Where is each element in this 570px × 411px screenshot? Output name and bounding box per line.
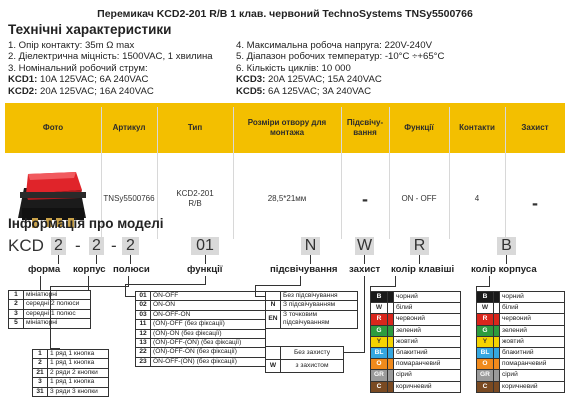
color-code: G <box>477 325 494 336</box>
table-row: 3 середні 1 полюс <box>9 309 91 318</box>
color-code: C <box>371 381 388 392</box>
color-name: помаранчевий <box>394 359 461 370</box>
connector <box>364 276 365 352</box>
connector <box>489 276 490 286</box>
table-row: W з захистом <box>266 360 344 373</box>
color-code: Y <box>477 336 494 347</box>
col-backlight: Підсвічу-вання <box>346 118 384 137</box>
color-code: GR <box>371 370 388 381</box>
backlight-table <box>265 291 358 329</box>
col-protection: Захист <box>521 123 549 132</box>
table-row: 3 1 ряд 1 кнопка <box>33 378 109 387</box>
code-part-backlight: N <box>301 237 320 255</box>
functions-table <box>135 291 266 367</box>
color-code: G <box>371 325 388 336</box>
color-code: O <box>371 359 388 370</box>
spec-item: 2. Діелектрична міцність: 1500VAC, 1 хвилина <box>8 51 213 63</box>
table-row: 2 середні 2 полюси <box>9 300 91 309</box>
color-name: зелений <box>394 325 461 336</box>
color-row <box>371 370 461 381</box>
color-code: B <box>477 292 494 303</box>
connector <box>96 255 97 264</box>
connector <box>476 286 490 287</box>
color-name: жовтий <box>394 336 461 347</box>
cell-functions: ON - OFF <box>401 194 437 203</box>
color-name: білий <box>394 303 461 314</box>
table-row: N З підсвічуванням <box>266 301 358 310</box>
cell-protection: - <box>532 193 538 213</box>
connector <box>506 255 507 264</box>
spec-kcd1: KCD1: 10A 125VAC; 6A 240VAC <box>8 74 149 86</box>
label-form: форма <box>28 264 61 275</box>
code-part-poles: 2 <box>122 237 139 255</box>
table-row: 2 1 ряд 1 кнопка <box>33 359 109 368</box>
code-part-body: 2 <box>89 237 104 255</box>
body-color-table <box>476 291 565 393</box>
color-code: BL <box>371 348 388 359</box>
table-row: 1 мініатюрні <box>9 291 91 300</box>
col-functions: Функції <box>404 123 434 132</box>
spec-item: 4. Максимальна робоча напруга: 220V-240V <box>236 40 432 51</box>
cell-backlight: - <box>362 189 368 209</box>
color-row <box>371 359 461 370</box>
label-body: корпус <box>73 264 106 275</box>
color-name: блакитний <box>500 348 565 359</box>
spec-item: 3. Номінальний робочий струм: <box>8 62 148 74</box>
color-row <box>477 348 565 359</box>
spec-kcd3: KCD3: 20A 125VAC; 15A 240VAC <box>236 74 382 86</box>
connector <box>88 276 89 290</box>
color-name: зелений <box>500 325 565 336</box>
color-name: чорний <box>394 292 461 303</box>
connector <box>40 276 41 290</box>
color-row <box>371 348 461 359</box>
code-part-key-color: R <box>410 237 429 255</box>
label-poles: полюси <box>113 264 150 275</box>
divider <box>389 107 390 239</box>
col-article: Артикул <box>112 123 146 132</box>
color-row <box>477 325 565 336</box>
spec-item: 5. Діапазон робочих температур: -10°C ÷+65°C <box>236 51 445 63</box>
specs-right <box>236 40 444 97</box>
divider <box>505 107 506 239</box>
code-dash: - <box>111 236 117 255</box>
color-row <box>477 370 565 381</box>
color-row <box>477 314 565 325</box>
color-name: блакитний <box>394 348 461 359</box>
code-part-functions: 01 <box>191 237 219 255</box>
code-part-body-color: B <box>497 237 516 255</box>
table-row: 01 ON-OFF <box>136 292 266 301</box>
table-row: 13 (ON)-OFF-(ON) (без фіксації) <box>136 339 266 348</box>
connector <box>125 284 126 296</box>
color-name: помаранчевий <box>500 359 565 370</box>
col-size: Розміри отвору для монтажа <box>247 118 327 137</box>
color-name: чорний <box>500 292 565 303</box>
table-row: 5 мініатюрні <box>9 319 91 328</box>
model-heading: Інформація про моделі <box>8 216 164 231</box>
connector <box>50 286 129 287</box>
connector <box>130 255 131 264</box>
table-row: 02 ON-ON <box>136 301 266 310</box>
table-row: EN З точковим підсвічуванням <box>266 310 358 328</box>
color-code: BL <box>477 348 494 359</box>
color-name: коричневий <box>500 381 565 392</box>
color-name: червоний <box>500 314 565 325</box>
cell-type: KCD2-201 R/B <box>176 189 214 208</box>
color-name: сірий <box>500 370 565 381</box>
specs-left <box>8 40 213 97</box>
color-name: жовтий <box>500 336 565 347</box>
table-row: 22 (ON)-OFF-ON (без фіксації) <box>136 348 266 357</box>
color-code: R <box>477 314 494 325</box>
specs-heading: Технічні характеристики <box>8 22 172 37</box>
connector <box>125 296 135 297</box>
label-protection: захист <box>349 264 381 275</box>
cell-size: 28,5*21мм <box>267 194 307 203</box>
connector <box>205 255 206 264</box>
color-code: R <box>371 314 388 325</box>
connector <box>419 255 420 264</box>
table-row: 31 3 ряди 3 кнопки <box>33 387 109 396</box>
connector <box>58 255 59 264</box>
code-part-protection: W <box>356 237 373 254</box>
divider <box>341 107 342 239</box>
spec-item: 1. Опір контакту: 35m Ω max <box>8 40 135 51</box>
page-title: Перемикач KCD2-201 R/B 1 клав. червоний TechnoSystems TNSy5500766 <box>97 8 473 20</box>
table-row: 21 2 ряди 2 кнопки <box>33 368 109 377</box>
connector <box>344 352 365 353</box>
model-prefix: KCD <box>8 236 44 255</box>
spec-kcd2: KCD2: 20A 125VAC; 16A 240VAC <box>8 85 154 97</box>
label-body-color: колір корпуса <box>471 264 537 275</box>
color-row <box>477 292 565 303</box>
col-contacts: Контакти <box>459 123 495 132</box>
connector <box>300 276 301 285</box>
color-row <box>477 336 565 347</box>
table-row: 11 (ON)-OFF (без фіксації) <box>136 320 266 329</box>
color-code: GR <box>477 370 494 381</box>
product-table-header <box>5 103 565 153</box>
connector <box>364 255 365 264</box>
connector <box>205 276 206 284</box>
connector <box>310 255 311 264</box>
divider <box>233 107 234 239</box>
key-color-table <box>370 291 461 393</box>
spec-item: 6. Кількість циклів: 10 000 <box>236 62 351 74</box>
col-type: Тип <box>187 123 203 132</box>
color-row <box>371 292 461 303</box>
connector <box>125 284 206 285</box>
color-row <box>477 359 565 370</box>
color-row <box>371 314 461 325</box>
color-code: W <box>477 303 494 314</box>
spec-kcd5: KCD5: 6A 125VAC; 3A 240VAC <box>236 85 372 97</box>
cell-article: TNSy5500766 <box>103 194 155 203</box>
color-row <box>371 303 461 314</box>
color-code: B <box>371 292 388 303</box>
code-dash: - <box>75 236 81 255</box>
table-row: 1 1 ряд 1 кнопка <box>33 350 109 359</box>
color-name: червоний <box>394 314 461 325</box>
connector <box>395 276 396 286</box>
connector <box>370 286 396 287</box>
protection-table <box>265 346 344 373</box>
cell-contacts: 4 <box>474 194 480 203</box>
label-key-color: колір клавіші <box>391 264 455 275</box>
table-row: 03 ON-OFF-ON <box>136 310 266 319</box>
col-photo: Фото <box>42 123 64 132</box>
color-row <box>371 336 461 347</box>
color-row <box>477 381 565 392</box>
connector <box>255 285 301 286</box>
table-row: 12 (ON)-ON (без фіксації) <box>136 329 266 338</box>
color-code: W <box>371 303 388 314</box>
color-name: коричневий <box>394 381 461 392</box>
color-row <box>371 381 461 392</box>
divider <box>449 107 450 239</box>
color-row <box>371 325 461 336</box>
product-table-row <box>5 153 565 245</box>
color-name: сірий <box>394 370 461 381</box>
color-code: O <box>477 359 494 370</box>
color-row <box>477 303 565 314</box>
label-functions: функції <box>187 264 223 275</box>
color-code: C <box>477 381 494 392</box>
color-name: білий <box>500 303 565 314</box>
product-photo <box>5 153 101 245</box>
color-code: Y <box>371 336 388 347</box>
code-part-form: 2 <box>51 237 66 255</box>
poles-table <box>32 349 109 397</box>
table-row: Без підсвічування <box>266 292 358 301</box>
table-row: Без захисту <box>266 347 344 360</box>
label-backlight: підсвічування <box>270 264 338 275</box>
table-row: 23 ON-OFF-(ON) (без фіксації) <box>136 357 266 366</box>
form-table <box>8 290 91 329</box>
